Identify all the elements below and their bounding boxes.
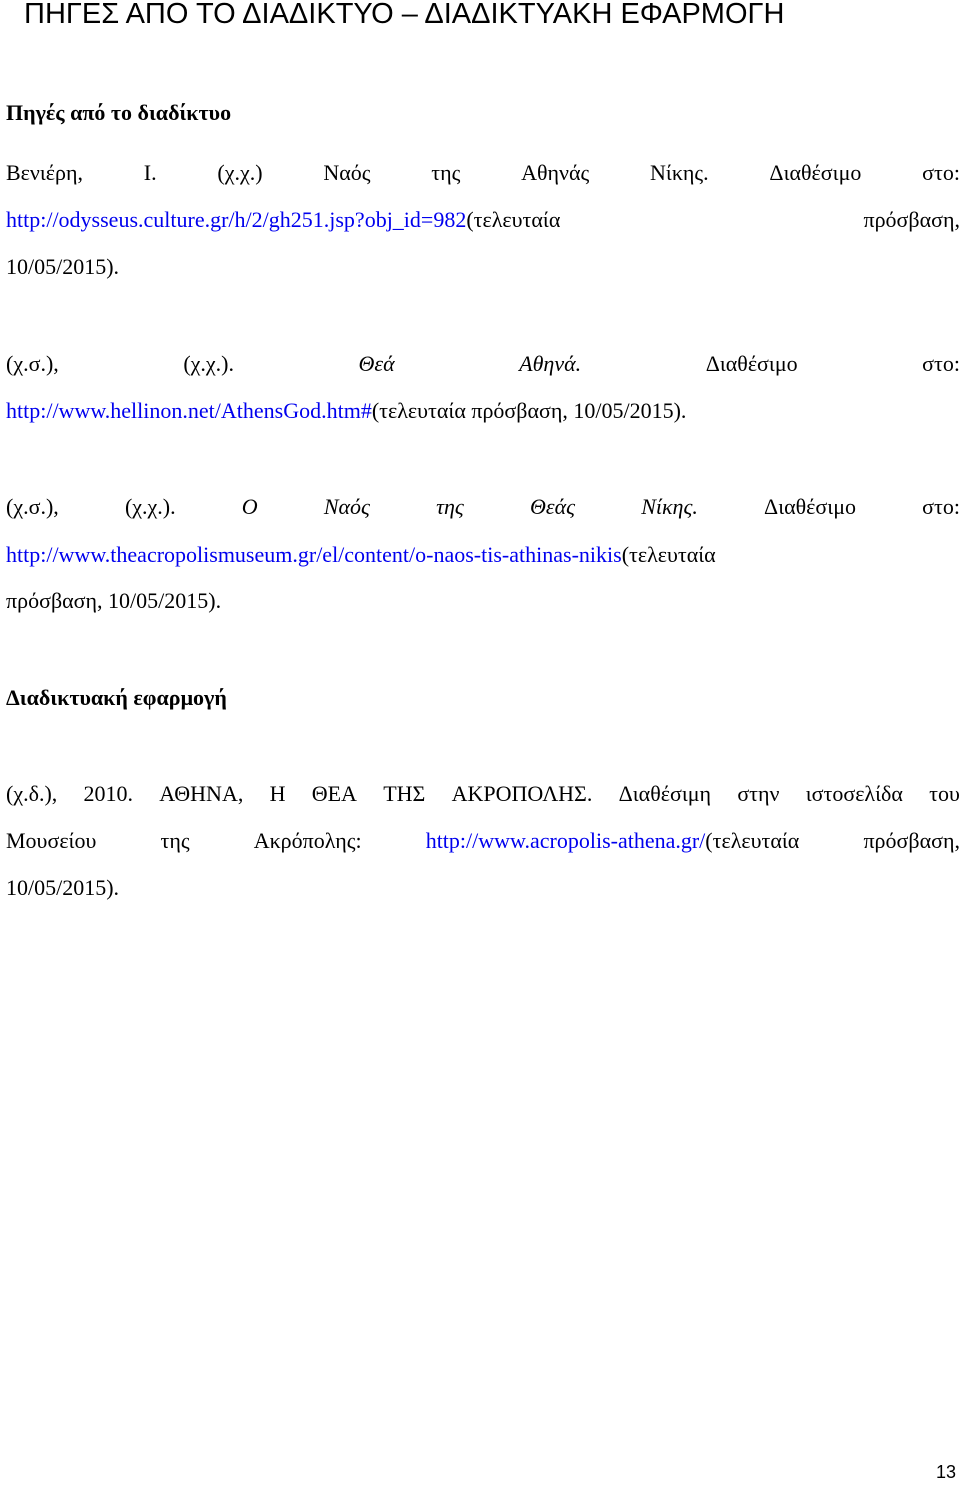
web-app-link[interactable]: http://www.acropolis-athena.gr/ (425, 828, 706, 853)
reference-2-line-1 (6, 349, 960, 379)
ref-word: Ακρόπολης: (253, 828, 362, 853)
ref-title-word: Θεά (358, 351, 395, 376)
ref-word: ΑΚΡΟΠΟΛΗΣ. (451, 781, 593, 806)
ref-word: (χ.σ.), (6, 351, 59, 376)
ref-word: ΤΗΣ (383, 781, 426, 806)
ref-word: Η (269, 781, 286, 806)
ref-word: Διαθέσιμο (769, 160, 862, 185)
ref-word: ιστοσελίδα (805, 781, 903, 806)
ref-word: Μουσείου (6, 828, 97, 853)
access-note: πρόσβαση, (863, 207, 960, 232)
ref-word: στο: (922, 160, 960, 185)
web-app-reference-line-2 (6, 826, 960, 856)
ref-word: Ναός (323, 160, 371, 185)
reference-1-link[interactable]: http://odysseus.culture.gr/h/2/gh251.jsp?obj_id=982 (6, 207, 467, 232)
ref-word: στο: (922, 494, 960, 519)
page-number: 13 (936, 1462, 957, 1482)
ref-title-word: Αθηνά. (519, 351, 582, 376)
reference-3-line-3: πρόσβαση, 10/05/2015). (6, 588, 222, 613)
reference-1-line-2 (6, 205, 960, 235)
ref-word: (χ.χ.). (183, 351, 234, 376)
reference-1-date: 10/05/2015). (6, 254, 120, 279)
ref-word: της (431, 160, 461, 185)
reference-3-link[interactable]: http://www.theacropolismuseum.gr/el/content/o-naos-tis-athinas-nikis (6, 542, 622, 567)
ref-word: της (160, 828, 190, 853)
ref-word: Διαθέσιμο (764, 494, 856, 519)
section-heading-web-application: Διαδικτυακή εφαρμογή (6, 685, 227, 710)
access-note: (τελευταία (621, 542, 716, 567)
ref-word: (χ.σ.), (6, 494, 59, 519)
ref-word: του (929, 781, 960, 806)
access-note: πρόσβαση, (863, 828, 960, 853)
ref-word: στο: (922, 351, 960, 376)
ref-word: (χ.χ.) (217, 160, 263, 185)
reference-3-line-2 (6, 540, 960, 570)
ref-title-word: Ο (241, 494, 258, 519)
reference-2-link[interactable]: http://www.hellinon.net/AthensGod.htm# (6, 398, 372, 423)
ref-word: ΘΕΑ (311, 781, 357, 806)
ref-word: (χ.δ.), (6, 781, 58, 806)
web-app-reference-line-1 (6, 779, 960, 809)
ref-word: ΑΘΗΝΑ, (159, 781, 244, 806)
web-app-reference-date: 10/05/2015). (6, 875, 120, 900)
ref-word: 2010. (83, 781, 134, 806)
access-note: (τελευταία πρόσβαση, 10/05/2015). (371, 398, 687, 423)
ref-word: Διαθέσιμη (618, 781, 712, 806)
ref-word: (χ.χ.). (124, 494, 176, 519)
ref-word: Βενιέρη, (6, 160, 83, 185)
page-title: ΠΗΓΕΣ ΑΠΟ ΤΟ ΔΙΑΔΙΚΤΥΟ – ΔΙΑΔΙΚΤΥΑΚΗ ΕΦΑΡΜΟΓΗ (24, 0, 785, 30)
ref-title-word: Ναός (323, 494, 370, 519)
ref-word: Διαθέσιμο (705, 351, 798, 376)
ref-word: Αθηνάς (521, 160, 590, 185)
ref-title-word: Θεάς (530, 494, 576, 519)
ref-word: Νίκης. (650, 160, 709, 185)
reference-1-line-1 (6, 158, 960, 188)
access-note: (τελευταία (466, 207, 561, 232)
reference-2-line-2 (6, 396, 960, 426)
ref-word: στην (737, 781, 780, 806)
section-heading-internet-sources: Πηγές από το διαδίκτυο (6, 100, 232, 125)
ref-title-word: της (436, 494, 464, 519)
access-note: (τελευταία (705, 828, 800, 853)
ref-word: Ι. (143, 160, 157, 185)
reference-3-line-1 (6, 492, 960, 522)
ref-title-word: Νίκης. (641, 494, 698, 519)
